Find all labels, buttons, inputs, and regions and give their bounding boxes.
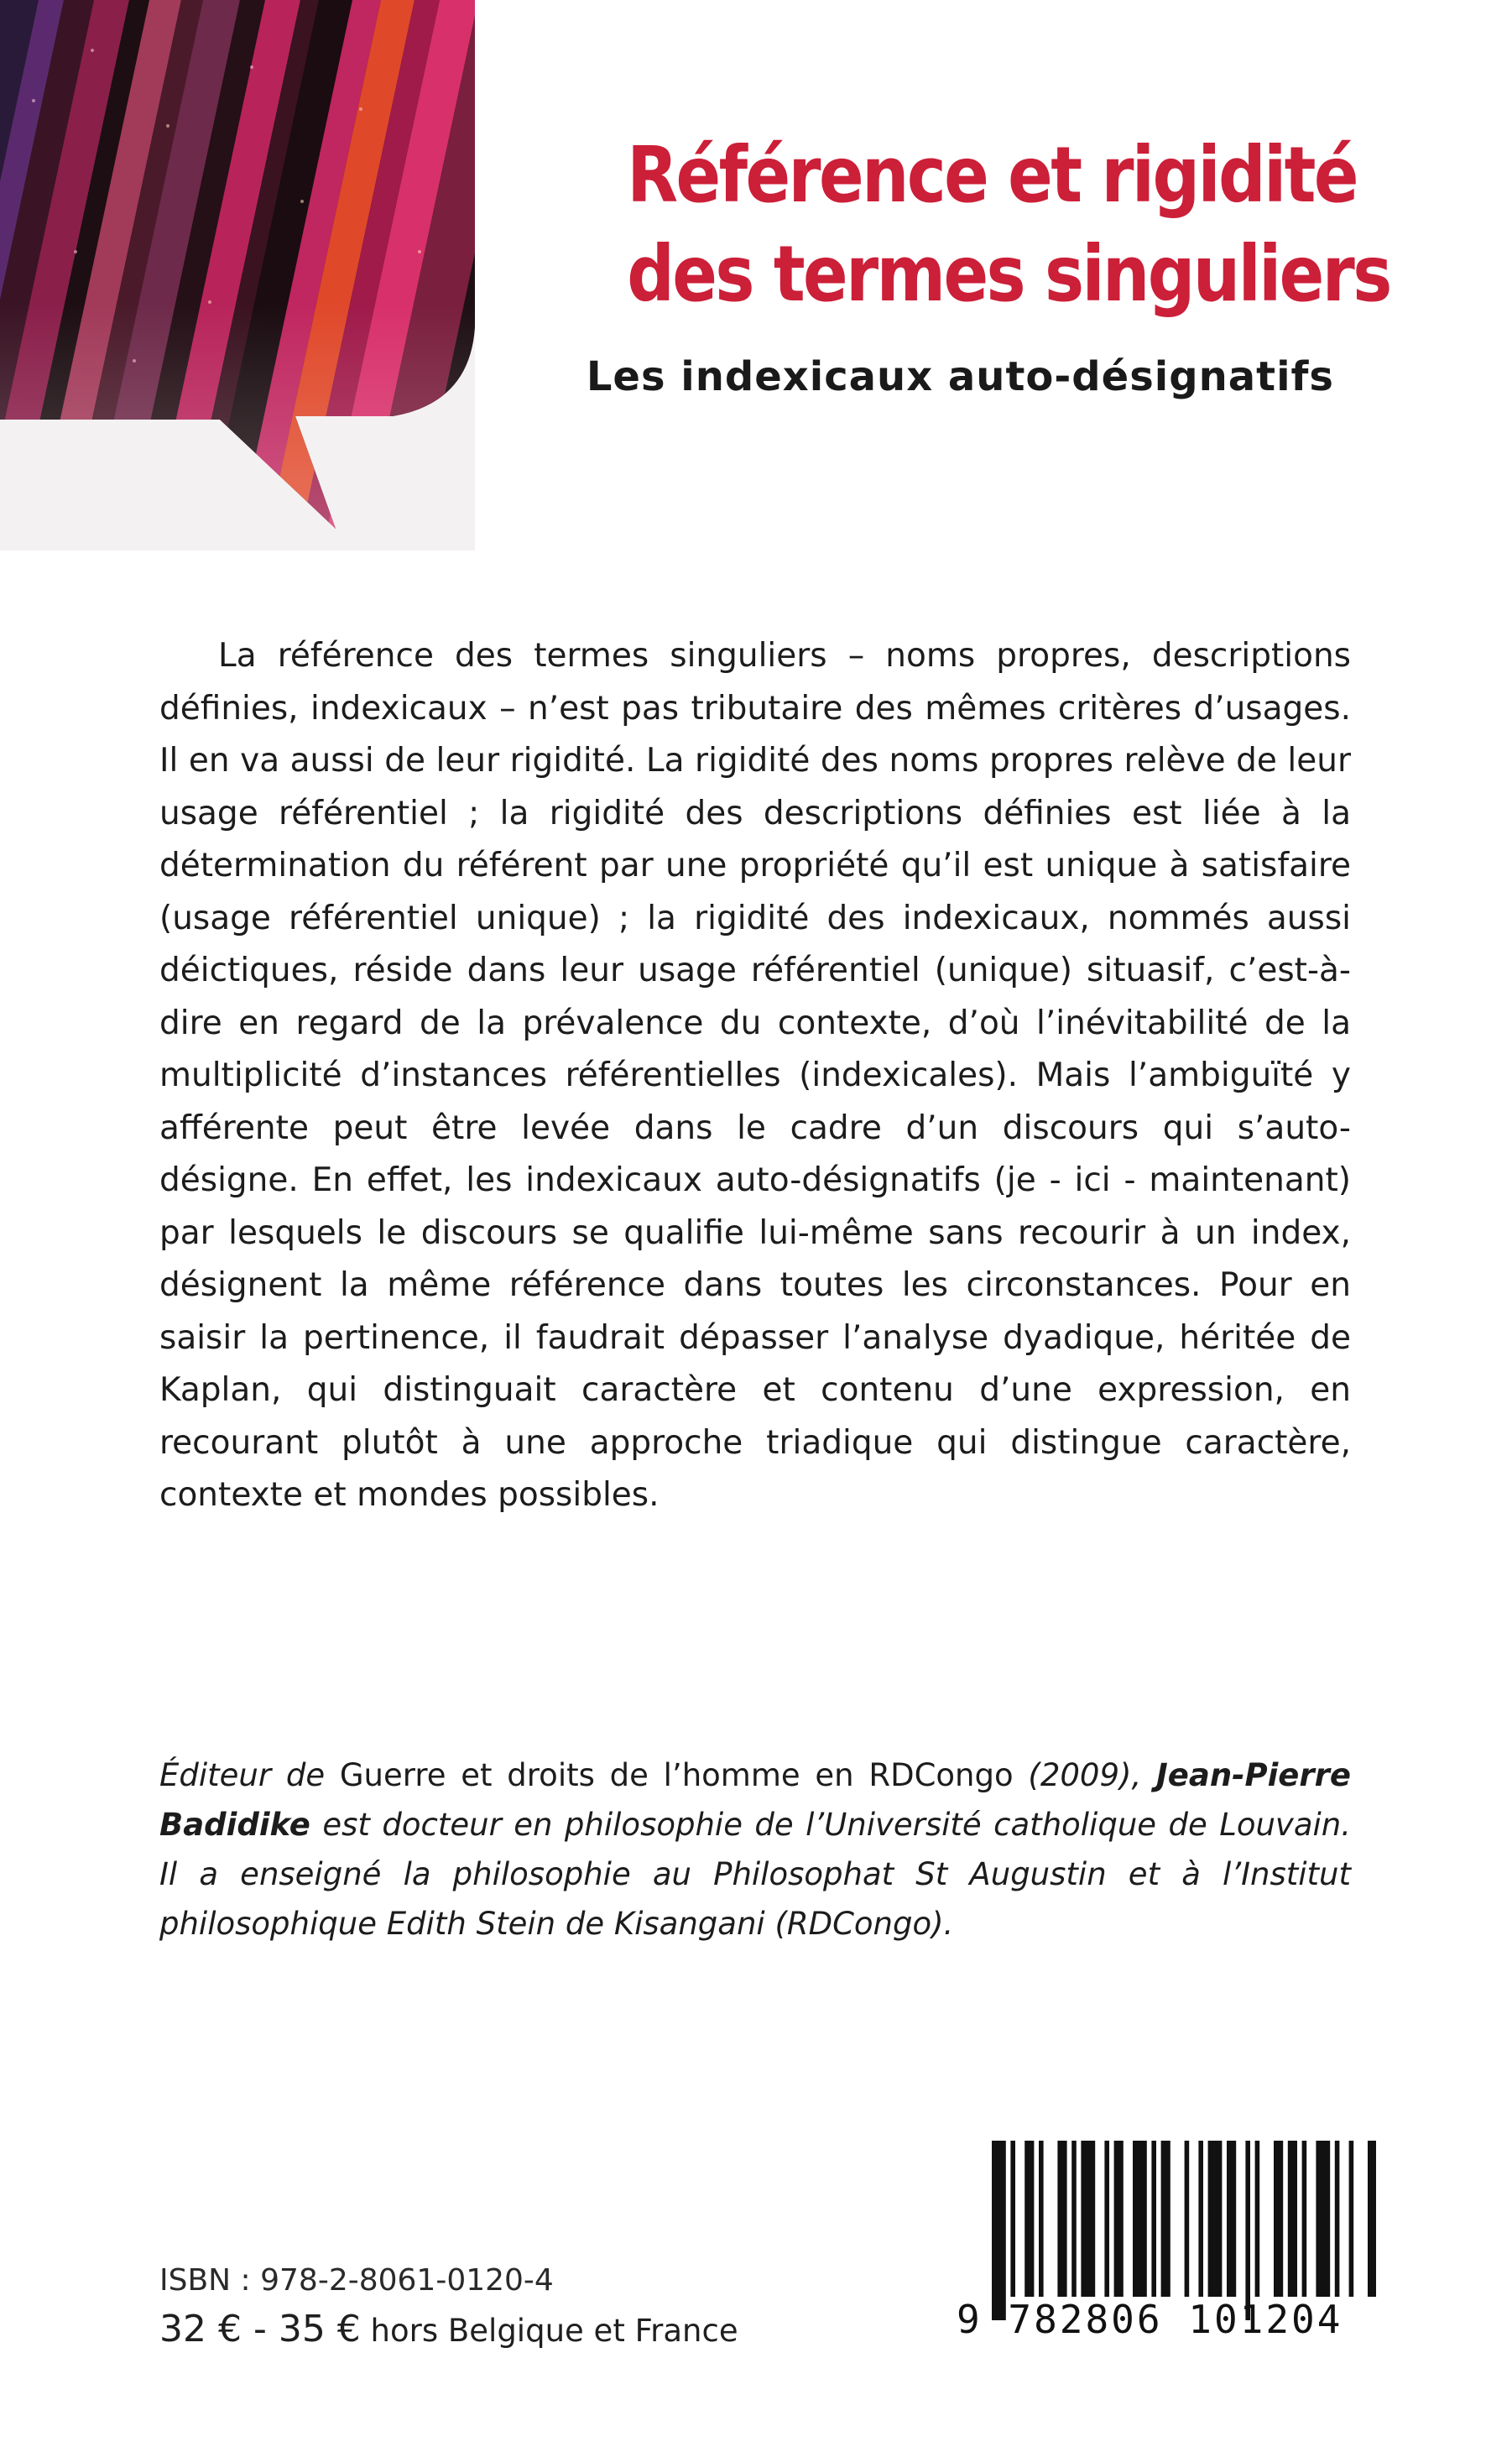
- title-block: [512, 126, 1390, 401]
- price-text: [159, 2305, 738, 2355]
- barcode-bar: [1161, 2141, 1170, 2297]
- barcode-bar: [1368, 2141, 1376, 2297]
- blurb-text: La référence des termes singuliers – noms propres, descriptions définies, indexicaux – n’est pas tributaire des mêmes critères d’usages. Il en va aussi de leur rigidité. La rigidité des noms propres relève de leur usage référentiel ; la rigidité des descriptions définies est liée à la détermination du référent par une propriété qu’il est unique à satisfaire (usage référentiel unique) ; la rigidité des indexicaux, nommés aussi déictiques, réside dans leur usage référentiel (unique) situasif, c’est-à-dire en regard de la prévalence du contexte, d’où l’inévitabilité de la multiplicité d’instances référentielles (indexicales). Mais l’ambiguïté y afférente peut être levée dans le cadre d’un discours qui s’auto-désigne. En effet, les indexicaux auto-désignatifs (je - ici - maintenant) par lesquels le discours se qualifie lui-même sans recourir à un index, désignent la même référence dans toutes les circonstances. Pour en saisir la pertinence, il faudrait dépasser l’analyse dyadique, héritée de Kaplan, qui distinguait caractère et contenu d’une expression, en recourant plutôt à une approche triadique qui distingue caractère, contexte et mondes possibles.: [159, 637, 1351, 1514]
- bio-rest: est docteur en philosophie de l’Université catholique de Louvain. Il a enseigné la philosophie au Philosophat St Augustin et à l’Institut philosophique Edith Stein de Kisangani (RDCongo).: [159, 1807, 1351, 1942]
- barcode-bar: [1133, 2141, 1147, 2297]
- price-amounts: 32 € - 35 €: [159, 2308, 361, 2350]
- author-name: Jean-Pierre Badidike: [159, 1757, 1351, 1843]
- barcode-bar: [1185, 2141, 1190, 2297]
- price-note: hors Belgique et France: [360, 2313, 738, 2349]
- book-subtitle: Les indexicaux auto-désignatifs: [586, 353, 1334, 400]
- barcode-bar: [1302, 2141, 1307, 2297]
- barcode-bar: [1010, 2141, 1015, 2297]
- barcode-bar: [1335, 2141, 1340, 2297]
- barcode-bar: [1114, 2141, 1124, 2297]
- book-title-line-2: des termes singuliers: [627, 229, 1390, 319]
- isbn-text: ISBN : 978-2-8061-0120-4: [159, 2263, 554, 2298]
- barcode-bar: [1227, 2141, 1236, 2297]
- bio-work-title: Guerre et droits de l’homme en RDCongo: [339, 1757, 1014, 1793]
- barcode: [943, 2136, 1376, 2352]
- bio-year: (2009),: [1013, 1757, 1156, 1793]
- barcode-bar: [1349, 2141, 1354, 2297]
- author-bio: [159, 1750, 1351, 1949]
- book-title-line-1: Référence et rigidité: [627, 130, 1357, 220]
- barcode-bar: [1025, 2141, 1034, 2297]
- barcode-bar: [992, 2141, 1006, 2320]
- barcode-bar: [1057, 2141, 1066, 2297]
- barcode-bar: [1245, 2141, 1250, 2320]
- barcode-bar: [1198, 2141, 1203, 2297]
- barcode-bar: [1288, 2141, 1297, 2297]
- barcode-bar: [1255, 2141, 1260, 2297]
- barcode-bar: [1081, 2141, 1095, 2297]
- barcode-digits: 9 782806 101204: [957, 2297, 1343, 2342]
- barcode-bar: [1039, 2141, 1044, 2297]
- barcode-bar: [1274, 2141, 1283, 2297]
- barcode-bar: [1316, 2141, 1330, 2297]
- bio-prefix: Éditeur de: [159, 1757, 340, 1793]
- cover-art-speech-bubble: [0, 0, 475, 550]
- barcode-bar: [1071, 2141, 1077, 2297]
- barcode-bar: [1104, 2141, 1109, 2297]
- barcode-bar: [1208, 2141, 1223, 2297]
- barcode-bar: [1151, 2141, 1156, 2297]
